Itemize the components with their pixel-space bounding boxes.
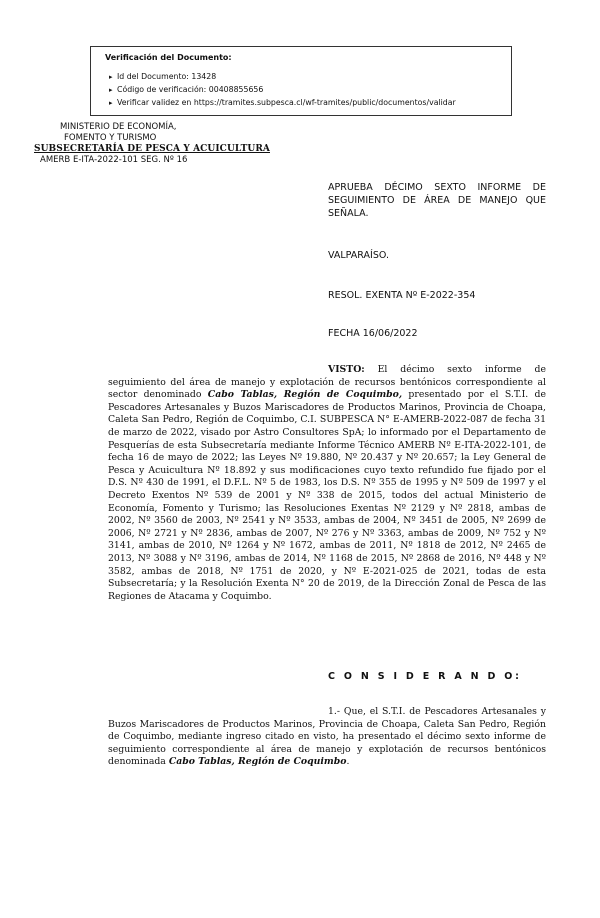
considerando-p1-end: . xyxy=(346,756,350,768)
subsecretaria-name: SUBSECRETARÍA DE PESCA Y ACUICULTURA xyxy=(34,144,270,154)
visto-sector: Cabo Tablas, Región de Coquimbo, xyxy=(207,389,403,401)
resolution-summary: APRUEBA DÉCIMO SEXTO INFORME DE SEGUIMIENTO DE ÁREA DE MANEJO QUE SEÑALA. xyxy=(328,182,546,219)
document-reference: AMERB E-ITA-2022-101 SEG. Nº 16 xyxy=(40,155,188,165)
letterhead xyxy=(32,122,292,166)
verification-code: ▸ Código de verificación: 00408855656 xyxy=(109,85,511,95)
place: VALPARAÍSO. xyxy=(328,250,389,261)
considerando-p1-text: 1.- Que, el S.T.I. de Pescadores Artesanales y Buzos Mariscadores de Productos Marinos, Provincia de Choapa, Caleta San Pedro, Región de Coquimbo, mediante ingreso citado en visto, ha presentado el décimo sexto informe de seguimiento correspondiente al área de manejo y explotación de recursos bentónicos denominada xyxy=(108,706,546,768)
verification-title: Verificación del Documento: xyxy=(105,53,232,62)
considerando-heading: C O N S I D E R A N D O: xyxy=(328,671,522,682)
verification-list xyxy=(105,72,511,108)
considerando-p1-sector: Cabo Tablas, Región de Coquimbo xyxy=(168,756,347,768)
verification-url[interactable]: ▸ Verificar validez en https://tramites.subpesca.cl/wf-tramites/public/documentos/validar xyxy=(109,98,511,108)
ministry-line-2: FOMENTO Y TURISMO xyxy=(64,133,157,143)
verification-box xyxy=(90,46,512,116)
visto-text-a: El décimo sexto informe de seguimiento del área de manejo y explotación de recursos bentónicos correspondiente al sector denominado xyxy=(108,364,546,401)
verification-document-id: ▸ Id del Documento: 13428 xyxy=(109,72,511,82)
resolution-number: RESOL. EXENTA Nº E-2022-354 xyxy=(328,290,476,301)
visto-text-b: presentado por el S.T.I. de Pescadores Artesanales y Buzos Mariscadores de Productos Marinos, Provincia de Choapa, Caleta San Pedro, Región de Coquimbo, C.I. SUBPESCA N° E-AMERB-2022-087 de fecha 31 de marzo de 2022, visado por Astro Consultores SpA; lo informado por el Departamento de Pesquerías de esta Subsecretaría mediante Informe Técnico AMERB Nº E-ITA-2022-101, de fecha 16 de mayo de 2022; las Leyes Nº 19.880, Nº 20.437 y Nº 20.657; la Ley General de Pesca y Acuicultura Nº 18.892 y sus modificaciones cuyo texto refundido fue fijado por el D.S. Nº 430 de 1991, el D.F.L. Nº 5 de 1983, los D.S. Nº 355 de 1995 y Nº 509 de 1997 y el Decreto Exentos Nº 539 de 2001 y Nº 338 de 2015, todos del actual Ministerio de Economía, Fomento y Turismo; las Resoluciones Exentas Nº 2129 y Nº 2818, ambas de 2002, Nº 3560 de 2003, Nº 2541 y Nº 3533, ambas de 2004, Nº 3451 de 2005, Nº 2699 de 2006, Nº 2721 y Nº 2836, ambas de 2007, Nº 276 y Nº 3363, ambas de 2009, Nº 752 y Nº 3141, ambas de 2010, Nº 1264 y Nº 1672, ambas de 2011, Nº 1818 de 2012, Nº 2465 de 2013, Nº 3088 y Nº 3196, ambas de 2014, Nº 1168 de 2015, Nº 2868 de 2016, Nº 448 y Nº 3582, ambas de 2018, Nº 1751 de 2020, y Nº E-2021-025 de 2021, todas de esta Subsecretaría; y la Resolución Exenta N° 20 de 2019, de la Dirección Zonal de Pesca de las Regiones de Atacama y Coquimbo. xyxy=(108,389,546,602)
ministry-line-1: MINISTERIO DE ECONOMÍA, xyxy=(60,122,177,132)
resolution-date: FECHA 16/06/2022 xyxy=(328,328,418,339)
visto-label: VISTO: xyxy=(328,364,365,375)
considerando-paragraph-1 xyxy=(108,706,546,769)
visto-paragraph xyxy=(108,364,546,603)
